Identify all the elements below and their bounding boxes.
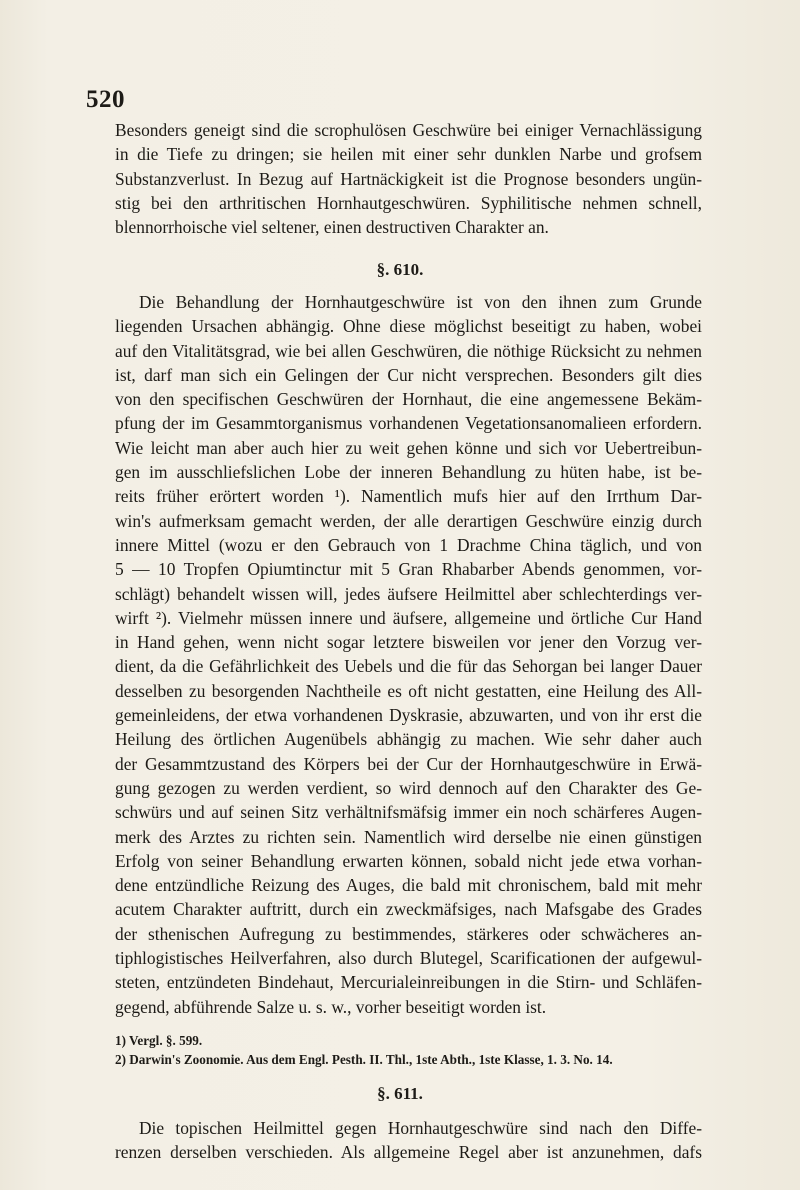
text-line: Heilung des örtlichen Augenübels abhängig zu machen. Wie sehr daher auch [115, 729, 702, 750]
text-line: dene entzündliche Reizung des Auges, die bald mit chronischem, bald mit mehr [115, 875, 702, 896]
text-line: stig bei den arthritischen Hornhautgeschwüren. Syphilitische nehmen schnell, [115, 192, 702, 213]
text-line: Die Behandlung der Hornhautgeschwüre ist von den ihnen zum Grunde [139, 292, 702, 312]
footnotes [115, 1031, 735, 1069]
text-line: in die Tiefe zu dringen; sie heilen mit einer sehr dunklen Narbe und grofsem [115, 144, 702, 165]
text-line: auf den Vitalitätsgrad, wie bei allen Geschwüren, die nöthige Rücksicht zu nehmen [115, 340, 702, 361]
text-line: gen im ausschliefslichen Lobe der inneren Behandlung zu hüten habe, ist be- [115, 462, 702, 483]
text-line: von den specifischen Geschwüren der Hornhaut, die eine angemessene Bekäm- [115, 389, 702, 410]
text-line: tiphlogistisches Heilverfahren, also durch Blutegel, Scarificationen der aufgewul- [115, 948, 702, 969]
section-610-body [115, 290, 702, 1019]
text-line: gung gezogen zu werden verdient, so wird dennoch auf den Charakter des Ge- [115, 777, 702, 798]
section-611-body [115, 1116, 702, 1165]
text-line: steten, entzündeten Bindehaut, Mercurialeinreibungen in die Stirn- und Schläfen- [115, 972, 702, 993]
footnote: 2) Darwin's Zoonomie. Aus dem Engl. Pesth. II. Thl., 1ste Abth., 1ste Klasse, 1. 3. No. 14. [115, 1052, 613, 1067]
text-line: Besonders geneigt sind die scrophulösen Geschwüre bei einiger Vernachlässigung [115, 120, 702, 140]
text-line: gemeinleidens, der etwa vorhandenen Dyskrasie, abzuwarten, und von ihr erst die [115, 705, 702, 726]
text-line: Erfolg von seiner Behandlung erwarten können, sobald nicht jede etwa vorhan- [115, 850, 702, 871]
section-611-heading: §. 611. [377, 1084, 423, 1103]
text-line: schwürs und auf seinen Sitz verhältnifsmäfsig immer ein noch schärferes Augen- [115, 802, 702, 823]
page-number: 520 [86, 86, 125, 113]
text-line: merk des Arztes zu richten sein. Namentlich wird derselbe nie einen günstigen [115, 826, 702, 847]
text-line: innere Mittel (wozu er den Gebrauch von 1 Drachme China täglich, und von [115, 534, 702, 555]
text-line: Substanzverlust. In Bezug auf Hartnäckigkeit ist die Prognose besonders ungün- [115, 168, 702, 189]
text-line: blennorrhoische viel seltener, einen destructiven Charakter an. [115, 217, 549, 238]
text-line: in Hand gehen, wenn nicht sogar letztere bisweilen vor jener den Vorzug ver- [115, 632, 702, 653]
text-line: wirft ²). Vielmehr müssen innere und äufsere, allgemeine und örtliche Cur Hand [115, 607, 702, 628]
section-610-heading: §. 610. [376, 260, 424, 279]
text-line: gegend, abführende Salze u. s. w., vorher beseitigt worden ist. [115, 996, 547, 1017]
text-line: liegenden Ursachen abhängig. Ohne diese möglichst beseitigt zu haben, wobei [115, 316, 702, 337]
text-line: der Gesammtzustand des Körpers bei der Cur der Hornhautgeschwüre in Erwä- [115, 753, 702, 774]
text-line: pfung der im Gesammtorganismus vorhandenen Vegetationsanomalieen erfordern. [115, 413, 702, 434]
text-line: der sthenischen Aufregung zu bestimmendes, stärkeres oder schwächeres an- [115, 923, 702, 944]
text-line: desselben zu besorgenden Nachtheile es oft nicht gestatten, eine Heilung des All- [115, 680, 702, 701]
footnote: 1) Vergl. §. 599. [115, 1033, 203, 1048]
text-line: renzen derselben verschieden. Als allgemeine Regel aber ist anzunehmen, dafs [115, 1142, 702, 1163]
text-line: 5 — 10 Tropfen Opiumtinctur mit 5 Gran Rhabarber Abends genommen, vor- [115, 559, 702, 580]
text-line: ist, darf man sich ein Gelingen der Cur nicht versprechen. Besonders gilt dies [115, 364, 702, 385]
text-line: reits früher erörtert worden ¹). Namentlich mufs hier auf den Irrthum Dar- [115, 486, 702, 507]
text-line: Die topischen Heilmittel gegen Hornhautgeschwüre sind nach den Diffe- [139, 1118, 702, 1138]
text-line: acutem Charakter auftritt, durch ein zweckmäfsiges, nach Mafsgabe des Grades [115, 899, 702, 920]
text-line: schlägt) behandelt wissen will, jedes äufsere Heilmittel aber schlechterdings ver- [115, 583, 702, 604]
text-line: Wie leicht man aber auch hier zu weit gehen könne und sich vor Uebertreibun- [115, 437, 702, 458]
text-line: dient, da die Gefährlichkeit des Uebels und die für das Sehorgan bei langer Dauer [115, 656, 702, 677]
paragraph-scrophulous-ulcers [115, 118, 702, 239]
text-line: win's aufmerksam gemacht werden, der alle derartigen Geschwüre einzig durch [115, 510, 702, 531]
